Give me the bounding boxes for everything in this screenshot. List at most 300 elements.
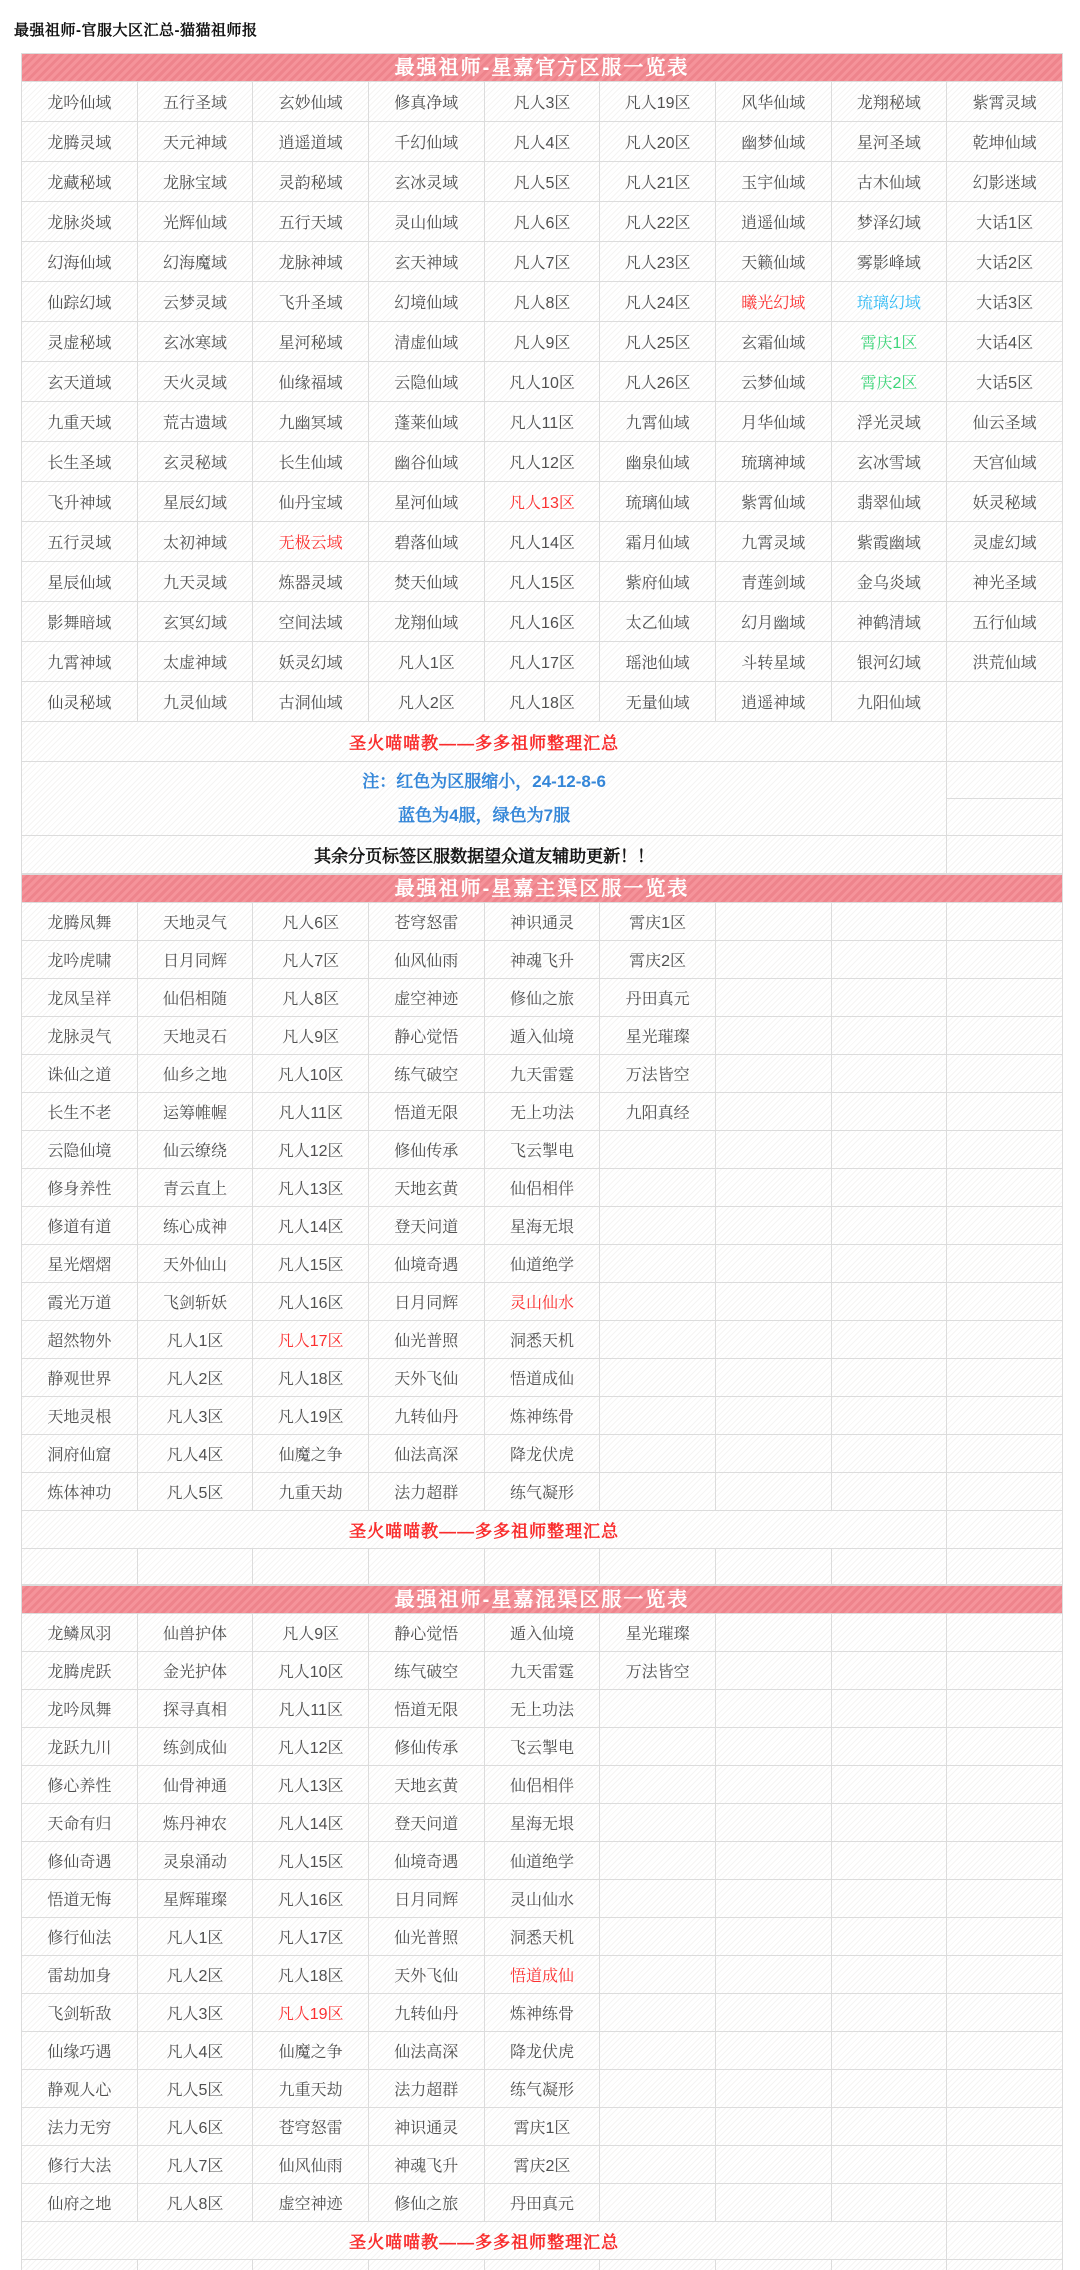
server-cell: 龙脉宝域 — [137, 162, 253, 202]
server-cell: 霄庆1区 — [831, 322, 947, 362]
table-row — [22, 362, 1063, 402]
server-cell: 凡人3区 — [137, 1994, 253, 2032]
footer-row — [22, 2222, 1063, 2260]
server-cell: 云隐仙域 — [368, 362, 484, 402]
empty-cell — [947, 2260, 1063, 2270]
server-cell: 瑶池仙域 — [600, 642, 716, 682]
server-cell — [715, 1614, 831, 1652]
server-cell: 龙脉炎域 — [22, 202, 138, 242]
server-cell: 星海无垠 — [484, 1207, 600, 1245]
empty-cell — [600, 2260, 716, 2270]
server-cell: 凡人13区 — [253, 1766, 369, 1804]
server-cell: 凡人10区 — [253, 1055, 369, 1093]
server-cell: 霞光万道 — [22, 1283, 138, 1321]
table-row — [22, 941, 1063, 979]
server-cell: 妖灵秘域 — [947, 482, 1063, 522]
server-cell: 云梦仙域 — [715, 362, 831, 402]
server-cell: 凡人5区 — [137, 2070, 253, 2108]
server-cell: 仙侣相随 — [137, 979, 253, 1017]
server-cell — [947, 1017, 1063, 1055]
server-cell: 凡人16区 — [253, 1283, 369, 1321]
server-cell: 仙乡之地 — [137, 1055, 253, 1093]
server-cell: 玄妙仙域 — [253, 82, 369, 122]
server-cell: 九灵仙域 — [137, 682, 253, 722]
server-cell: 仙风仙雨 — [368, 941, 484, 979]
server-cell: 仙缘福域 — [253, 362, 369, 402]
server-cell — [947, 1131, 1063, 1169]
server-cell — [947, 1321, 1063, 1359]
server-cell: 凡人24区 — [600, 282, 716, 322]
server-cell: 五行灵域 — [22, 522, 138, 562]
server-cell: 洞府仙窟 — [22, 1435, 138, 1473]
table-row — [22, 1093, 1063, 1131]
server-cell: 虚空神迹 — [368, 979, 484, 1017]
server-cell: 焚天仙域 — [368, 562, 484, 602]
server-cell — [600, 1728, 716, 1766]
server-cell: 修仙传承 — [368, 1728, 484, 1766]
table-row — [22, 1804, 1063, 1842]
server-cell — [947, 1842, 1063, 1880]
server-cell: 凡人8区 — [253, 979, 369, 1017]
empty-cell — [137, 1549, 253, 1585]
server-cell: 九天雷霆 — [484, 1652, 600, 1690]
server-cell: 超然物外 — [22, 1321, 138, 1359]
table-row — [22, 1055, 1063, 1093]
server-cell: 凡人3区 — [484, 82, 600, 122]
footer-row — [22, 2260, 1063, 2270]
server-cell: 运筹帷幄 — [137, 1093, 253, 1131]
server-cell — [947, 1207, 1063, 1245]
server-cell: 五行圣域 — [137, 82, 253, 122]
server-cell: 太乙仙域 — [600, 602, 716, 642]
server-cell — [715, 1093, 831, 1131]
server-cell: 妖灵幻域 — [253, 642, 369, 682]
server-cell: 凡人5区 — [484, 162, 600, 202]
footer-note: 圣火喵喵教——多多祖师整理汇总 — [22, 2222, 947, 2260]
server-cell: 霄庆2区 — [484, 2146, 600, 2184]
server-cell: 灵山仙域 — [368, 202, 484, 242]
server-cell: 霄庆2区 — [831, 362, 947, 402]
server-cell: 凡人12区 — [253, 1728, 369, 1766]
table-row — [22, 602, 1063, 642]
server-cell: 玄冰寒域 — [137, 322, 253, 362]
server-cell — [600, 1994, 716, 2032]
server-cell: 练剑成仙 — [137, 1728, 253, 1766]
server-cell: 凡人19区 — [600, 82, 716, 122]
server-cell: 遁入仙境 — [484, 1614, 600, 1652]
server-cell: 银河幻域 — [831, 642, 947, 682]
server-cell — [947, 1690, 1063, 1728]
server-cell — [715, 1321, 831, 1359]
table-row — [22, 1321, 1063, 1359]
server-cell: 炼丹神农 — [137, 1804, 253, 1842]
server-cell — [831, 1131, 947, 1169]
server-cell — [831, 1652, 947, 1690]
server-cell: 凡人1区 — [368, 642, 484, 682]
server-cell: 天宫仙域 — [947, 442, 1063, 482]
server-cell: 天元神域 — [137, 122, 253, 162]
server-cell: 飞剑斩敌 — [22, 1994, 138, 2032]
server-cell: 修仙之旅 — [484, 979, 600, 1017]
server-cell: 凡人8区 — [484, 282, 600, 322]
server-cell — [947, 1055, 1063, 1093]
server-cell: 凡人5区 — [137, 1473, 253, 1511]
table-row — [22, 562, 1063, 602]
server-cell — [831, 1245, 947, 1283]
server-cell: 云隐仙境 — [22, 1131, 138, 1169]
server-cell — [715, 941, 831, 979]
server-cell — [600, 1842, 716, 1880]
server-cell: 静心觉悟 — [368, 1017, 484, 1055]
server-cell: 仙灵秘域 — [22, 682, 138, 722]
empty-cell — [484, 2260, 600, 2270]
table-row — [22, 1728, 1063, 1766]
server-cell: 凡人4区 — [137, 1435, 253, 1473]
server-cell: 静观人心 — [22, 2070, 138, 2108]
server-cell: 修心养性 — [22, 1766, 138, 1804]
server-cell: 洪荒仙域 — [947, 642, 1063, 682]
server-cell — [715, 1283, 831, 1321]
server-cell — [947, 2108, 1063, 2146]
server-cell: 大话2区 — [947, 242, 1063, 282]
server-cell: 星河圣域 — [831, 122, 947, 162]
server-cell — [600, 1359, 716, 1397]
server-cell: 翡翠仙域 — [831, 482, 947, 522]
server-cell: 青云直上 — [137, 1169, 253, 1207]
server-cell: 大话3区 — [947, 282, 1063, 322]
server-cell: 练气破空 — [368, 1652, 484, 1690]
server-cell: 九重天劫 — [253, 1473, 369, 1511]
server-cell: 登天问道 — [368, 1804, 484, 1842]
server-cell: 青莲剑域 — [715, 562, 831, 602]
server-cell — [831, 1690, 947, 1728]
footer-row — [22, 836, 1063, 874]
server-cell: 五行仙域 — [947, 602, 1063, 642]
server-cell: 仙踪幻域 — [22, 282, 138, 322]
server-cell: 飞云掣电 — [484, 1131, 600, 1169]
server-cell: 龙腾灵域 — [22, 122, 138, 162]
server-cell: 日月同辉 — [368, 1283, 484, 1321]
server-cell: 凡人8区 — [137, 2184, 253, 2222]
server-cell: 炼神练骨 — [484, 1397, 600, 1435]
table-row — [22, 1842, 1063, 1880]
server-cell — [831, 1017, 947, 1055]
server-cell: 天命有归 — [22, 1804, 138, 1842]
server-cell: 丹田真元 — [484, 2184, 600, 2222]
server-cell: 星河秘域 — [253, 322, 369, 362]
server-cell: 荒古遗域 — [137, 402, 253, 442]
server-cell — [831, 2032, 947, 2070]
server-cell: 幻海魔域 — [137, 242, 253, 282]
server-cell: 凡人11区 — [484, 402, 600, 442]
server-cell: 仙道绝学 — [484, 1842, 600, 1880]
server-cell — [831, 1169, 947, 1207]
server-cell: 仙光普照 — [368, 1321, 484, 1359]
server-cell: 天外飞仙 — [368, 1359, 484, 1397]
server-cell: 仙道绝学 — [484, 1245, 600, 1283]
server-cell: 古洞仙域 — [253, 682, 369, 722]
server-cell: 凡人11区 — [253, 1690, 369, 1728]
server-cell: 金乌炎域 — [831, 562, 947, 602]
server-cell: 月华仙域 — [715, 402, 831, 442]
table-row — [22, 1473, 1063, 1511]
server-cell — [947, 1614, 1063, 1652]
server-cell: 仙府之地 — [22, 2184, 138, 2222]
server-cell: 丹田真元 — [600, 979, 716, 1017]
server-cell — [715, 1842, 831, 1880]
server-cell: 神识通灵 — [484, 903, 600, 941]
server-cell — [947, 1283, 1063, 1321]
server-cell: 凡人26区 — [600, 362, 716, 402]
server-cell — [947, 1880, 1063, 1918]
server-cell: 凡人16区 — [484, 602, 600, 642]
server-cell: 凡人14区 — [484, 522, 600, 562]
server-cell — [947, 1766, 1063, 1804]
server-cell: 仙光普照 — [368, 1918, 484, 1956]
server-cell — [715, 1473, 831, 1511]
table-title-mixed-channel: 最强祖师-星嘉混渠区服一览表 — [21, 1585, 1063, 1613]
server-cell: 凡人13区 — [253, 1169, 369, 1207]
server-cell — [947, 2032, 1063, 2070]
server-cell: 凡人25区 — [600, 322, 716, 362]
server-cell — [947, 2070, 1063, 2108]
server-cell: 龙翔秘域 — [831, 82, 947, 122]
server-cell: 凡人19区 — [253, 1397, 369, 1435]
server-cell: 九霄神域 — [22, 642, 138, 682]
table-row — [22, 82, 1063, 122]
server-cell: 云梦灵域 — [137, 282, 253, 322]
server-cell: 法力超群 — [368, 2070, 484, 2108]
server-cell — [947, 1652, 1063, 1690]
server-cell: 天地灵气 — [137, 903, 253, 941]
server-cell: 天火灵域 — [137, 362, 253, 402]
server-cell: 龙跃九川 — [22, 1728, 138, 1766]
server-cell — [947, 1804, 1063, 1842]
server-cell — [715, 2184, 831, 2222]
server-cell: 凡人2区 — [137, 1359, 253, 1397]
server-cell — [715, 1207, 831, 1245]
server-cell — [715, 2146, 831, 2184]
table-row — [22, 442, 1063, 482]
empty-cell — [368, 2260, 484, 2270]
table-row — [22, 1169, 1063, 1207]
server-cell — [831, 1435, 947, 1473]
server-cell: 练气凝形 — [484, 2070, 600, 2108]
server-cell — [947, 682, 1063, 722]
table-row — [22, 522, 1063, 562]
server-cell: 仙法高深 — [368, 1435, 484, 1473]
footer-note-line: 注：红色为区服缩小，24-12-8-6 — [362, 771, 606, 791]
server-cell — [831, 2108, 947, 2146]
server-cell: 练气凝形 — [484, 1473, 600, 1511]
server-cell: 凡人3区 — [137, 1397, 253, 1435]
server-cell: 幽谷仙域 — [368, 442, 484, 482]
server-cell: 碧落仙域 — [368, 522, 484, 562]
server-cell: 飞升神域 — [22, 482, 138, 522]
server-cell — [715, 1652, 831, 1690]
server-cell: 幻海仙域 — [22, 242, 138, 282]
server-cell: 琉璃仙域 — [600, 482, 716, 522]
server-cell — [831, 1055, 947, 1093]
server-cell: 龙凤呈祥 — [22, 979, 138, 1017]
server-cell: 洞悉天机 — [484, 1918, 600, 1956]
server-cell — [600, 1690, 716, 1728]
server-cell: 仙云缭绕 — [137, 1131, 253, 1169]
server-cell: 紫府仙域 — [600, 562, 716, 602]
server-cell: 凡人7区 — [137, 2146, 253, 2184]
server-cell — [600, 1283, 716, 1321]
empty-cell — [715, 2260, 831, 2270]
server-cell: 九阳仙域 — [831, 682, 947, 722]
server-cell: 炼神练骨 — [484, 1994, 600, 2032]
server-cell: 飞升圣域 — [253, 282, 369, 322]
server-cell: 灵韵秘域 — [253, 162, 369, 202]
server-cell — [600, 1321, 716, 1359]
server-cell — [831, 903, 947, 941]
empty-cell — [947, 762, 1063, 836]
server-cell — [947, 1245, 1063, 1283]
server-cell — [715, 1766, 831, 1804]
server-cell: 凡人9区 — [253, 1017, 369, 1055]
server-cell: 星辉璀璨 — [137, 1880, 253, 1918]
server-cell: 神识通灵 — [368, 2108, 484, 2146]
table-title-official: 最强祖师-星嘉官方区服一览表 — [21, 53, 1063, 81]
server-cell — [600, 1956, 716, 1994]
server-cell: 星光璀璨 — [600, 1017, 716, 1055]
table-row — [22, 1359, 1063, 1397]
server-cell: 斗转星域 — [715, 642, 831, 682]
server-cell: 星光璀璨 — [600, 1614, 716, 1652]
server-cell: 龙腾虎跃 — [22, 1652, 138, 1690]
server-cell: 天籁仙域 — [715, 242, 831, 282]
server-cell — [831, 2184, 947, 2222]
table-row — [22, 1245, 1063, 1283]
server-cell: 五行天域 — [253, 202, 369, 242]
server-cell: 仙云圣域 — [947, 402, 1063, 442]
server-cell: 登天问道 — [368, 1207, 484, 1245]
server-cell — [715, 1359, 831, 1397]
footer-row — [22, 762, 1063, 836]
server-cell: 凡人10区 — [253, 1652, 369, 1690]
server-cell: 凡人10区 — [484, 362, 600, 402]
footer-note — [22, 762, 947, 836]
server-cell — [715, 1880, 831, 1918]
server-cell: 凡人12区 — [253, 1131, 369, 1169]
server-cell: 凡人23区 — [600, 242, 716, 282]
server-cell: 龙翔仙域 — [368, 602, 484, 642]
server-cell: 遁入仙境 — [484, 1017, 600, 1055]
server-cell: 九霄仙域 — [600, 402, 716, 442]
server-cell: 凡人4区 — [484, 122, 600, 162]
empty-cell — [253, 2260, 369, 2270]
server-cell — [831, 1766, 947, 1804]
server-cell: 仙魔之争 — [253, 2032, 369, 2070]
empty-cell — [137, 2260, 253, 2270]
server-cell: 飞云掣电 — [484, 1728, 600, 1766]
server-cell: 蓬莱仙域 — [368, 402, 484, 442]
server-cell: 炼器灵域 — [253, 562, 369, 602]
empty-cell — [600, 1549, 716, 1585]
server-cell — [947, 1093, 1063, 1131]
server-cell: 空间法域 — [253, 602, 369, 642]
server-cell: 悟道无悔 — [22, 1880, 138, 1918]
server-cell: 逍遥道域 — [253, 122, 369, 162]
table-row — [22, 202, 1063, 242]
server-cell: 悟道成仙 — [484, 1359, 600, 1397]
mixed-channel-table — [21, 1613, 1063, 2270]
server-cell — [715, 1397, 831, 1435]
server-cell: 凡人7区 — [253, 941, 369, 979]
table-row — [22, 1614, 1063, 1652]
server-cell: 日月同辉 — [368, 1880, 484, 1918]
server-cell: 凡人6区 — [253, 903, 369, 941]
server-cell — [600, 1397, 716, 1435]
table-row — [22, 1435, 1063, 1473]
server-cell — [715, 903, 831, 941]
server-cell — [600, 1169, 716, 1207]
server-cell: 神魂飞升 — [368, 2146, 484, 2184]
server-cell: 影舞暗域 — [22, 602, 138, 642]
server-cell: 玄霜仙域 — [715, 322, 831, 362]
server-cell: 仙法高深 — [368, 2032, 484, 2070]
server-cell: 凡人19区 — [253, 1994, 369, 2032]
server-cell: 星辰仙域 — [22, 562, 138, 602]
server-cell — [947, 1918, 1063, 1956]
empty-cell — [253, 1549, 369, 1585]
server-cell — [715, 1690, 831, 1728]
table-row — [22, 242, 1063, 282]
server-cell: 大话4区 — [947, 322, 1063, 362]
server-cell: 凡人2区 — [368, 682, 484, 722]
main-channel-table-block — [21, 874, 1063, 1585]
server-cell: 凡人14区 — [253, 1804, 369, 1842]
server-cell: 凡人6区 — [484, 202, 600, 242]
table-row — [22, 2108, 1063, 2146]
server-cell: 无量仙域 — [600, 682, 716, 722]
footer-note: 圣火喵喵教——多多祖师整理汇总 — [22, 1511, 947, 1549]
table-row — [22, 1283, 1063, 1321]
server-cell: 龙吟凤舞 — [22, 1690, 138, 1728]
table-row — [22, 1207, 1063, 1245]
table-row — [22, 979, 1063, 1017]
table-row — [22, 402, 1063, 442]
server-cell: 仙魔之争 — [253, 1435, 369, 1473]
empty-cell-divider — [947, 762, 1062, 799]
page-title: 最强祖师-官服大区汇总-猫猫祖师报 — [14, 22, 258, 39]
server-cell: 降龙伏虎 — [484, 2032, 600, 2070]
server-cell: 九幽冥域 — [253, 402, 369, 442]
footer-row — [22, 722, 1063, 762]
server-cell: 修仙之旅 — [368, 2184, 484, 2222]
server-cell — [831, 1956, 947, 1994]
server-cell: 凡人17区 — [253, 1918, 369, 1956]
table-row — [22, 1880, 1063, 1918]
server-cell — [600, 2146, 716, 2184]
server-cell: 凡人18区 — [253, 1359, 369, 1397]
table-row — [22, 642, 1063, 682]
server-cell: 凡人15区 — [484, 562, 600, 602]
server-cell: 幻月幽域 — [715, 602, 831, 642]
server-cell: 玄灵秘域 — [137, 442, 253, 482]
server-cell: 太初神域 — [137, 522, 253, 562]
server-cell — [715, 979, 831, 1017]
server-cell — [831, 1093, 947, 1131]
server-cell: 飞剑斩妖 — [137, 1283, 253, 1321]
server-cell: 凡人16区 — [253, 1880, 369, 1918]
server-cell — [831, 2146, 947, 2184]
footer-row — [22, 1511, 1063, 1549]
server-cell: 灵虚幻域 — [947, 522, 1063, 562]
